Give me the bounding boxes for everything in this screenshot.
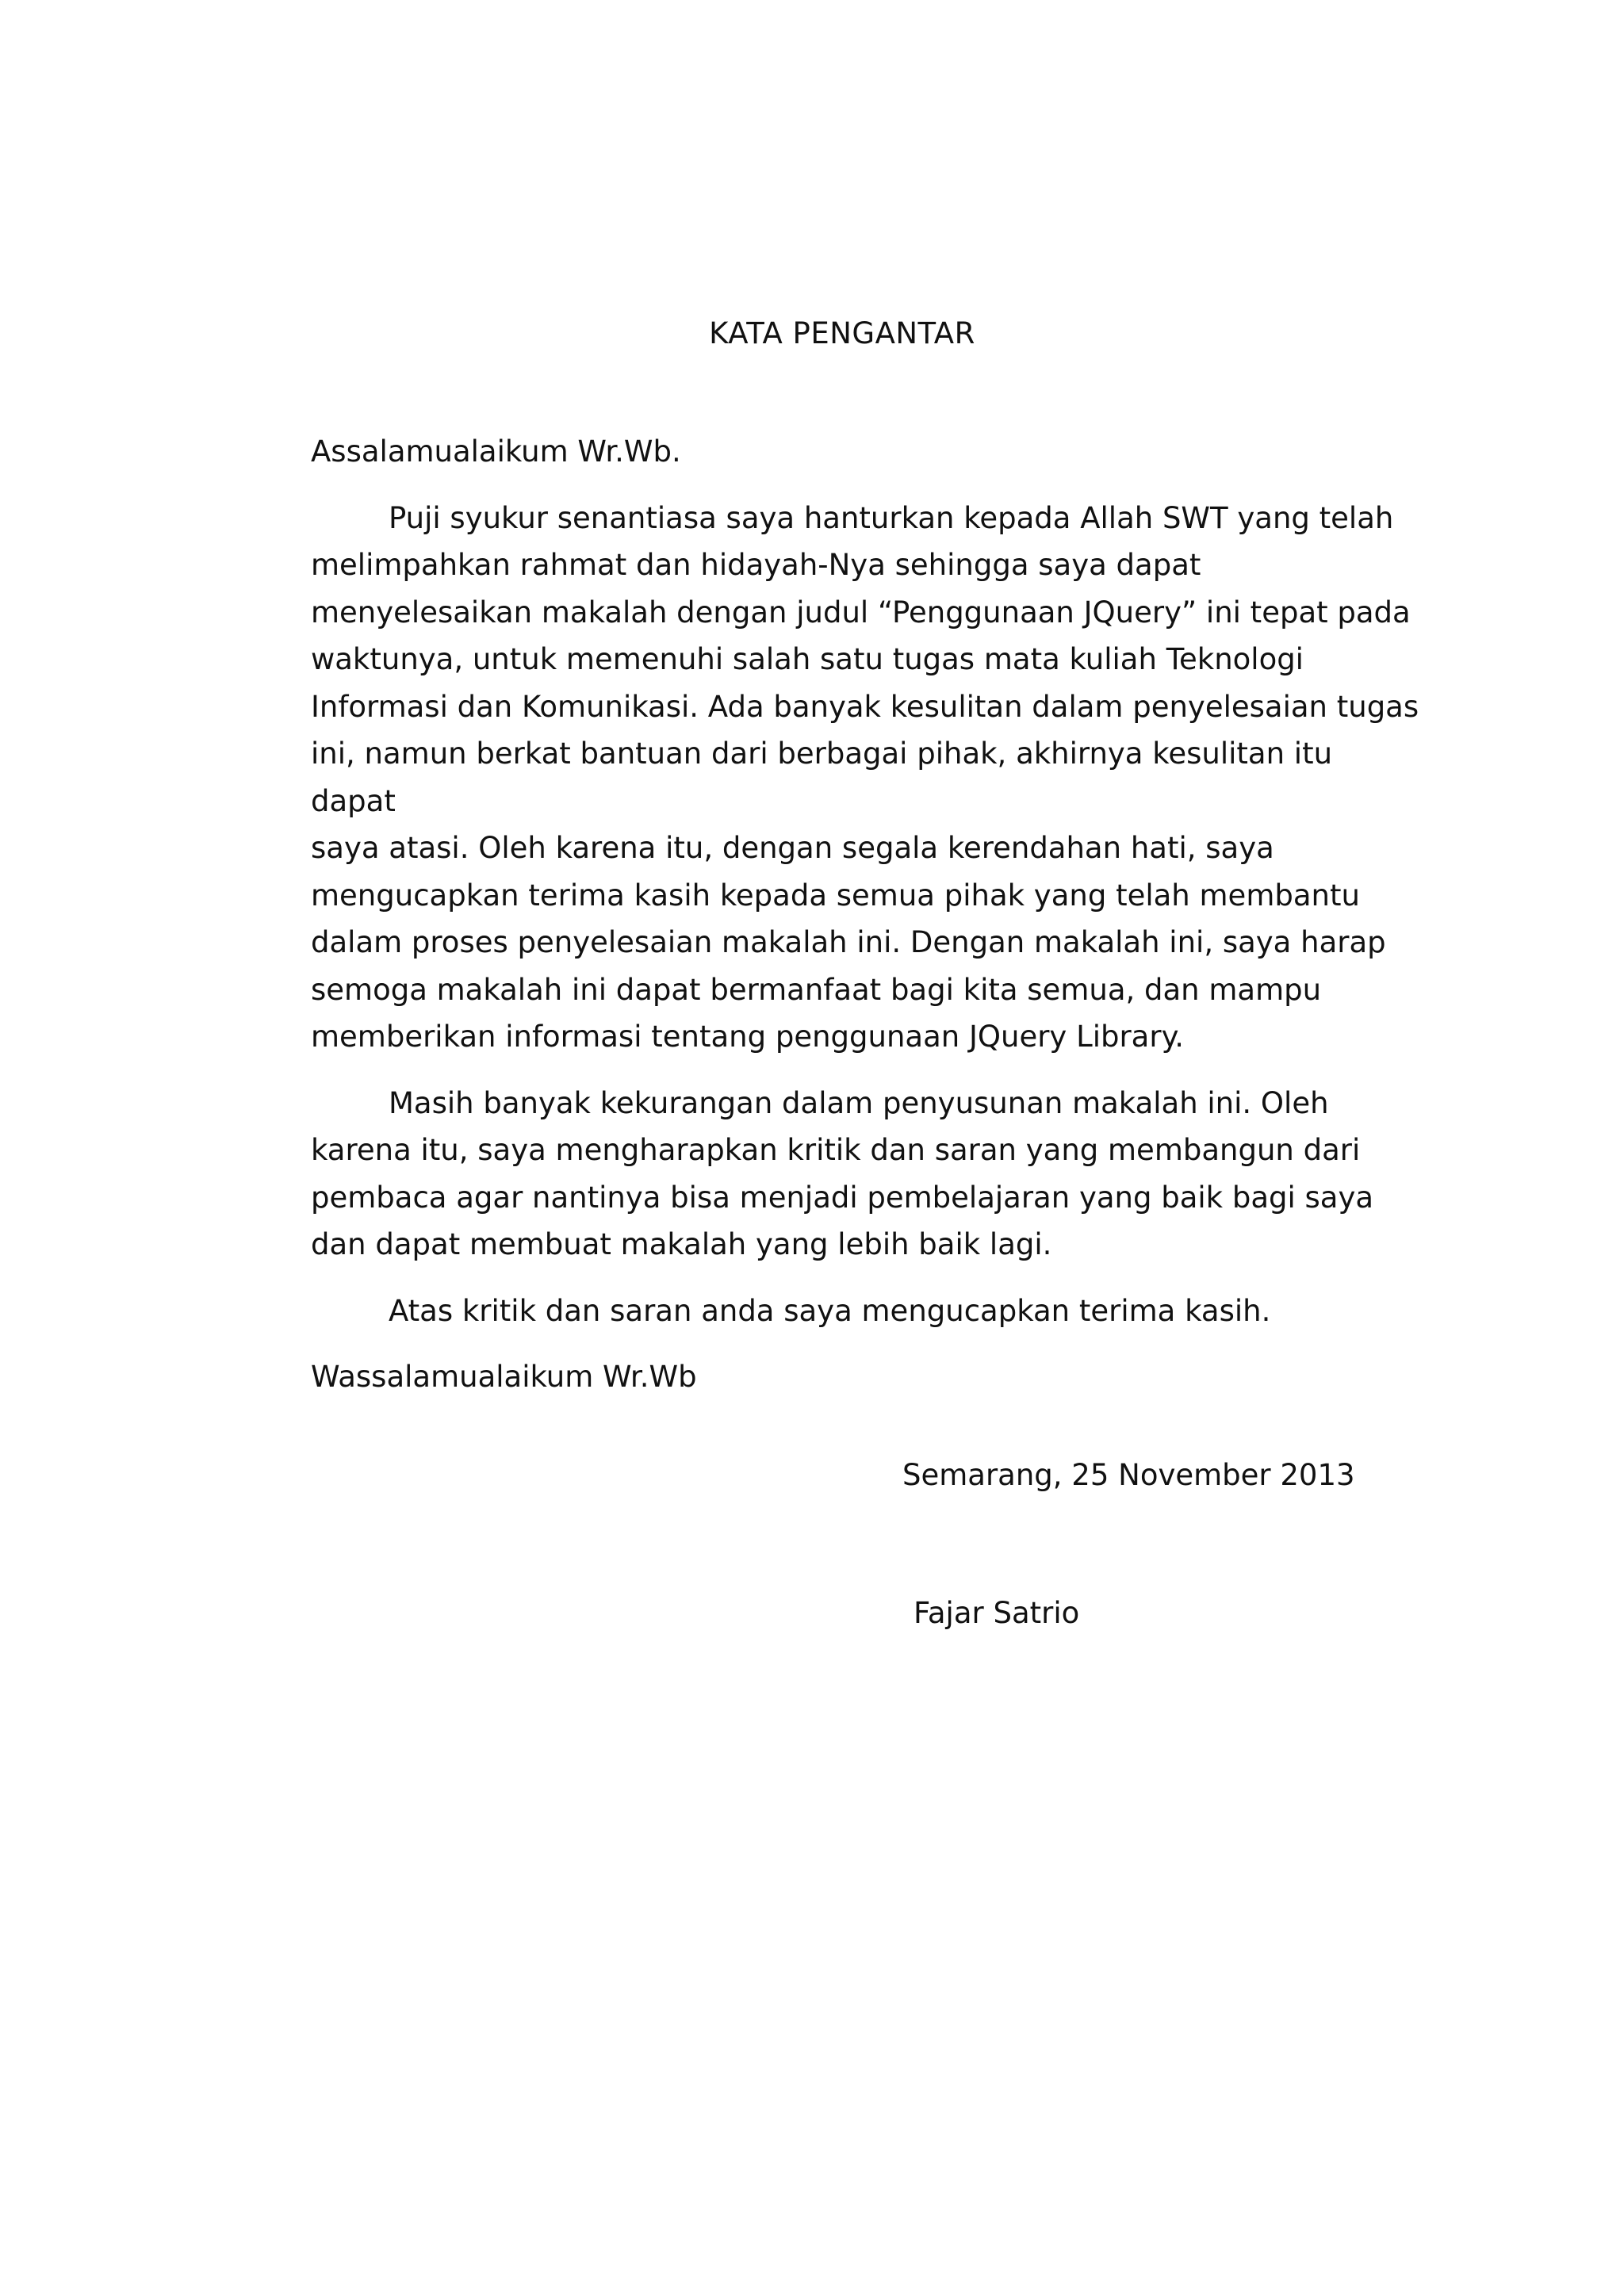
paragraph-2-line: karena itu, saya mengharapkan kritik dan saran yang membangun dari bbox=[311, 1133, 1361, 1167]
paragraph-1 bbox=[311, 495, 1421, 1061]
paragraph-2-line: dan dapat membuat makalah yang lebih baik lagi. bbox=[311, 1227, 1052, 1261]
paragraph-1-line: ini, namun berkat bantuan dari berbagai pihak, akhirnya kesulitan itu dapat bbox=[311, 737, 1333, 818]
page-title: KATA PENGANTAR bbox=[709, 316, 975, 350]
paragraph-1-line: Informasi dan Komunikasi. Ada banyak kesulitan dalam penyelesaian tugas bbox=[311, 689, 1419, 724]
greeting: Assalamualaikum Wr.Wb. bbox=[311, 434, 681, 469]
paragraph-1-line: dalam proses penyelesaian makalah ini. Dengan makalah ini, saya harap bbox=[311, 925, 1386, 959]
paragraph-3: Atas kritik dan saran anda saya mengucapkan terima kasih. bbox=[389, 1293, 1271, 1328]
closing-salutation: Wassalamualaikum Wr.Wb bbox=[311, 1360, 697, 1394]
paragraph-2-line: Masih banyak kekurangan dalam penyusunan makalah ini. Oleh bbox=[389, 1085, 1329, 1120]
paragraph-1-line: menyelesaikan makalah dengan judul “Penggunaan JQuery” ini tepat pada bbox=[311, 595, 1411, 629]
paragraph-1-line: waktunya, untuk memenuhi salah satu tugas mata kuliah Teknologi bbox=[311, 642, 1304, 676]
paragraph-1-line: mengucapkan terima kasih kepada semua pihak yang telah membantu bbox=[311, 878, 1360, 913]
paragraph-1-line: melimpahkan rahmat dan hidayah-Nya sehingga saya dapat bbox=[311, 548, 1201, 582]
paragraph-2 bbox=[311, 1080, 1421, 1269]
paragraph-1-line: semoga makalah ini dapat bermanfaat bagi kita semua, dan mampu bbox=[311, 972, 1322, 1007]
author-name: Fajar Satrio bbox=[914, 1596, 1080, 1630]
paragraph-1-line: saya atasi. Oleh karena itu, dengan segala kerendahan hati, saya bbox=[311, 831, 1274, 865]
paragraph-2-line: pembaca agar nantinya bisa menjadi pembelajaran yang baik bagi saya bbox=[311, 1180, 1374, 1215]
document-body bbox=[311, 428, 1421, 1401]
paragraph-1-line: memberikan informasi tentang penggunaan JQuery Library. bbox=[311, 1020, 1184, 1054]
place-and-date: Semarang, 25 November 2013 bbox=[902, 1458, 1355, 1492]
paragraph-1-line: Puji syukur senantiasa saya hanturkan kepada Allah SWT yang telah bbox=[389, 500, 1394, 535]
